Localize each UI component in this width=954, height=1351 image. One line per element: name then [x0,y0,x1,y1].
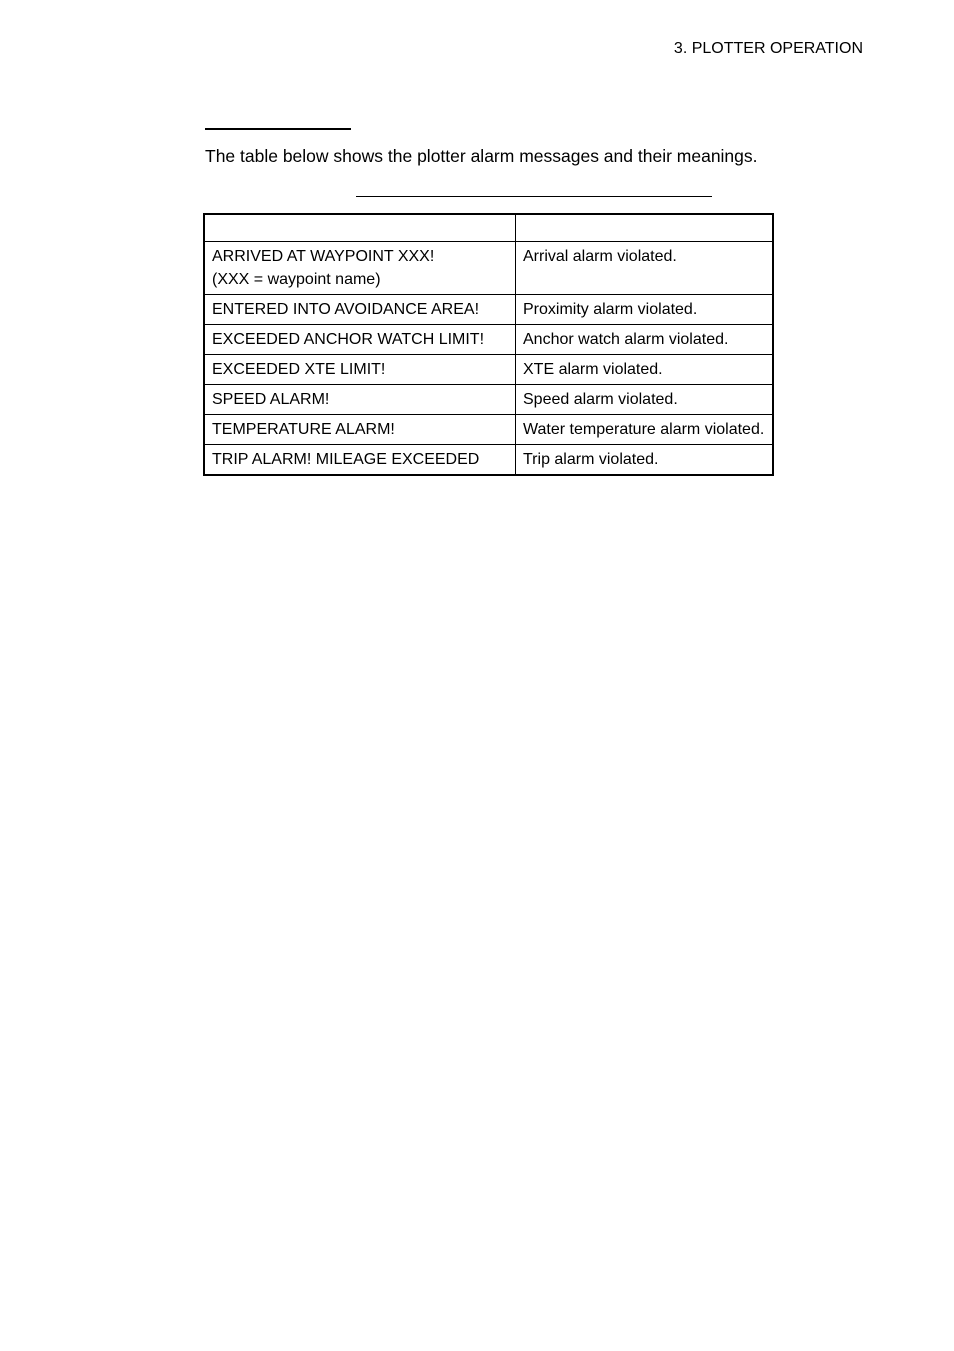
alarm-meaning: Water temperature alarm violated. [516,415,774,445]
alarm-message: EXCEEDED XTE LIMIT! [204,355,516,385]
alarm-message: SPEED ALARM! [204,385,516,415]
alarm-message-cell [204,242,516,295]
alarm-meaning: Speed alarm violated. [516,385,774,415]
table-caption-rule [356,196,712,197]
table-row [204,415,773,445]
alarm-meaning: Proximity alarm violated. [516,295,774,325]
table-header-row [204,214,773,242]
alarm-message-note: (XXX = waypoint name) [212,271,381,288]
alarm-meaning: Anchor watch alarm violated. [516,325,774,355]
table-row [204,295,773,325]
alarm-message: TRIP ALARM! MILEAGE EXCEEDED [204,445,516,476]
alarm-message: ENTERED INTO AVOIDANCE AREA! [204,295,516,325]
alarm-message: EXCEEDED ANCHOR WATCH LIMIT! [204,325,516,355]
running-header: 3. PLOTTER OPERATION [673,40,863,57]
table-row [204,325,773,355]
alarm-message-table [203,213,774,476]
table-row [204,385,773,415]
alarm-message: ARRIVED AT WAYPOINT XXX! [212,248,435,265]
alarm-meaning: XTE alarm violated. [516,355,774,385]
alarm-message: TEMPERATURE ALARM! [204,415,516,445]
alarm-meaning: Trip alarm violated. [516,445,774,476]
table-row [204,242,773,295]
column-header-meaning [516,214,774,242]
table-row [204,445,773,476]
column-header-message [204,214,516,242]
intro-paragraph: The table below shows the plotter alarm messages and their meanings. [205,146,758,166]
alarm-meaning: Arrival alarm violated. [516,242,774,295]
section-heading-rule [205,128,351,130]
table-row [204,355,773,385]
